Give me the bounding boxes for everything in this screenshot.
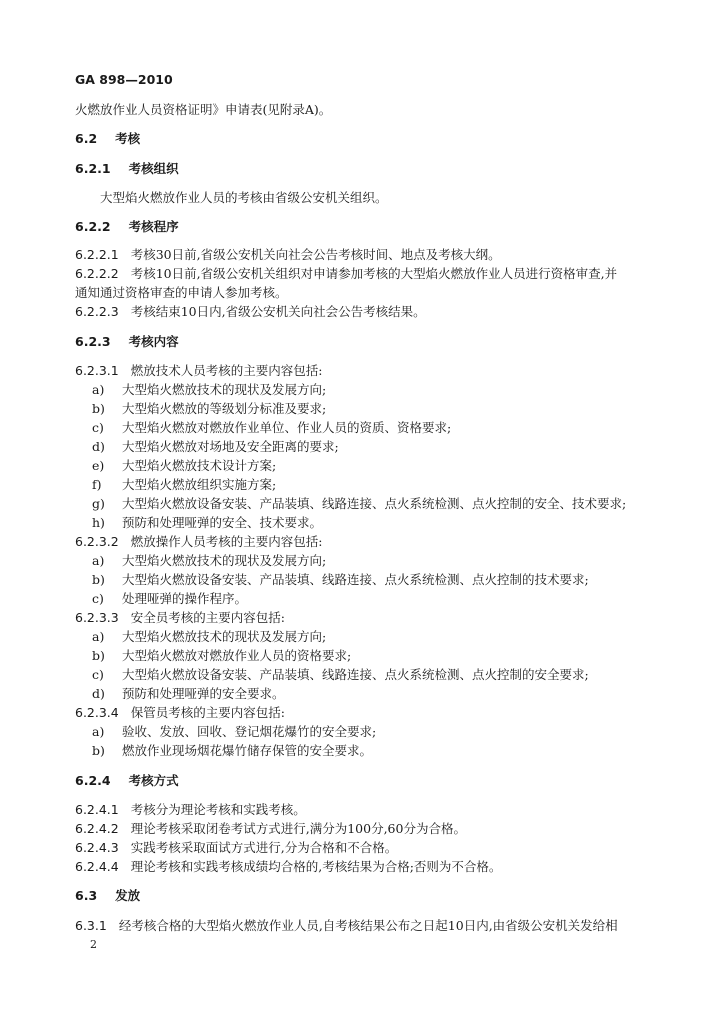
clause-text: 燃放技术人员考核的主要内容包括:	[130, 363, 323, 378]
list-letter: c)	[92, 591, 104, 606]
list-text: 大型焰火燃放对场地及安全距离的要求;	[122, 439, 339, 454]
list-text: 大型焰火燃放技术的现状及发展方向;	[122, 553, 327, 568]
list-letter: b)	[92, 743, 105, 758]
list-item	[92, 629, 326, 645]
section-title: 考核内容	[128, 334, 179, 349]
section-number: 6.2.1	[75, 161, 111, 176]
list-item	[92, 401, 326, 417]
clause-number: 6.2.4.2	[75, 821, 119, 836]
list-text: 燃放作业现场烟花爆竹储存保管的安全要求。	[122, 743, 373, 758]
clause-text: 保管员考核的主要内容包括:	[130, 705, 285, 720]
clause-number: 6.2.4.1	[75, 802, 119, 817]
clause-number: 6.2.2.1	[75, 247, 119, 262]
clause-6-2-2-2	[75, 266, 617, 282]
clause-6-2-3-2	[75, 534, 322, 550]
body-text-line: 大型焰火燃放作业人员的考核由省级公安机关组织。	[100, 190, 388, 205]
list-letter: f)	[92, 477, 102, 492]
list-letter: d)	[92, 439, 105, 454]
clause-number: 6.2.3.2	[75, 534, 119, 549]
list-text: 预防和处理哑弹的安全要求。	[122, 686, 285, 701]
section-number: 6.2.4	[75, 773, 111, 788]
clause-text: 实践考核采取面试方式进行,分为合格和不合格。	[130, 840, 398, 855]
clause-6-2-4-3	[75, 840, 397, 856]
list-text: 验收、发放、回收、登记烟花爆竹的安全要求;	[122, 724, 377, 739]
list-item	[92, 591, 247, 607]
list-letter: a)	[92, 724, 105, 739]
list-item	[92, 724, 376, 740]
list-letter: a)	[92, 553, 105, 568]
list-text: 大型焰火燃放技术设计方案;	[122, 458, 277, 473]
clause-text: 经考核合格的大型焰火燃放作业人员,自考核结果公布之日起10日内,由省级公安机关发给相	[118, 918, 618, 933]
list-letter: d)	[92, 686, 105, 701]
list-item	[92, 648, 351, 664]
clause-number: 6.2.2.3	[75, 304, 119, 319]
list-text: 处理哑弹的操作程序。	[122, 591, 248, 606]
list-item	[92, 477, 276, 493]
list-text: 大型焰火燃放技术的现状及发展方向;	[122, 382, 327, 397]
list-letter: g)	[92, 496, 105, 511]
clause-6-2-3-1	[75, 363, 322, 379]
list-item	[92, 686, 285, 702]
section-number: 6.2.3	[75, 334, 111, 349]
section-heading-6-2-2	[75, 219, 179, 235]
section-title: 考核程序	[128, 219, 179, 234]
clause-6-2-3-3	[75, 610, 285, 626]
list-item	[92, 515, 322, 531]
list-item	[92, 553, 326, 569]
list-item	[92, 420, 451, 436]
list-item	[92, 572, 589, 588]
section-number: 6.3	[75, 888, 98, 903]
clause-number: 6.2.4.3	[75, 840, 119, 855]
section-title: 考核组织	[128, 161, 179, 176]
list-letter: b)	[92, 572, 105, 587]
clause-text: 考核30日前,省级公安机关向社会公告考核时间、地点及考核大纲。	[130, 247, 501, 262]
standard-code-header: GA 898—2010	[75, 72, 173, 87]
clause-text: 考核分为理论考核和实践考核。	[130, 802, 306, 817]
section-heading-6-2-1	[75, 161, 179, 177]
body-text-line: 通知通过资格审查的申请人参加考核。	[75, 285, 288, 300]
clause-number: 6.2.4.4	[75, 859, 119, 874]
list-text: 大型焰火燃放组织实施方案;	[122, 477, 277, 492]
clause-number: 6.2.3.1	[75, 363, 119, 378]
clause-6-2-2-1	[75, 247, 501, 263]
list-text: 大型焰火燃放设备安装、产品装填、线路连接、点火系统检测、点火控制的安全、技术要求;	[122, 496, 627, 511]
section-number: 6.2	[75, 131, 98, 146]
list-item	[92, 496, 626, 512]
section-heading-6-3	[75, 888, 140, 904]
list-letter: a)	[92, 382, 105, 397]
clause-6-2-2-3	[75, 304, 426, 320]
list-letter: e)	[92, 458, 105, 473]
clause-text: 理论考核采取闭卷考试方式进行,满分为100分,60分为合格。	[130, 821, 466, 836]
clause-6-2-4-4	[75, 859, 501, 875]
list-letter: h)	[92, 515, 105, 530]
list-letter: a)	[92, 629, 105, 644]
list-item	[92, 667, 589, 683]
body-text-line: 火燃放作业人员资格证明》申请表(见附录A)。	[75, 102, 332, 117]
list-letter: b)	[92, 401, 105, 416]
section-heading-6-2-4	[75, 773, 179, 789]
list-text: 大型焰火燃放对燃放作业人员的资格要求;	[122, 648, 352, 663]
clause-text: 理论考核和实践考核成绩均合格的,考核结果为合格;否则为不合格。	[130, 859, 502, 874]
list-item	[92, 382, 326, 398]
clause-text: 安全员考核的主要内容包括:	[130, 610, 285, 625]
clause-6-2-4-1	[75, 802, 306, 818]
list-text: 大型焰火燃放设备安装、产品装填、线路连接、点火系统检测、点火控制的安全要求;	[122, 667, 589, 682]
list-letter: c)	[92, 667, 104, 682]
clause-number: 6.3.1	[75, 918, 107, 933]
list-text: 预防和处理哑弹的安全、技术要求。	[122, 515, 323, 530]
section-title: 考核	[115, 131, 141, 146]
section-heading-6-2	[75, 131, 140, 147]
clause-6-2-4-2	[75, 821, 466, 837]
clause-6-2-3-4	[75, 705, 285, 721]
list-text: 大型焰火燃放的等级划分标准及要求;	[122, 401, 327, 416]
section-number: 6.2.2	[75, 219, 111, 234]
clause-number: 6.2.3.4	[75, 705, 119, 720]
list-text: 大型焰火燃放对燃放作业单位、作业人员的资质、资格要求;	[122, 420, 452, 435]
clause-text: 考核10日前,省级公安机关组织对申请参加考核的大型焰火燃放作业人员进行资格审查,并	[130, 266, 618, 281]
list-item	[92, 743, 372, 759]
clause-text: 燃放操作人员考核的主要内容包括:	[130, 534, 323, 549]
section-heading-6-2-3	[75, 334, 179, 350]
page-number: 2	[90, 938, 97, 951]
section-title: 考核方式	[128, 773, 179, 788]
clause-number: 6.2.2.2	[75, 266, 119, 281]
list-text: 大型焰火燃放技术的现状及发展方向;	[122, 629, 327, 644]
list-item	[92, 458, 276, 474]
clause-6-3-1	[75, 918, 618, 934]
list-letter: c)	[92, 420, 104, 435]
section-title: 发放	[115, 888, 141, 903]
list-text: 大型焰火燃放设备安装、产品装填、线路连接、点火系统检测、点火控制的技术要求;	[122, 572, 589, 587]
list-letter: b)	[92, 648, 105, 663]
list-item	[92, 439, 339, 455]
clause-number: 6.2.3.3	[75, 610, 119, 625]
clause-text: 考核结束10日内,省级公安机关向社会公告考核结果。	[130, 304, 426, 319]
